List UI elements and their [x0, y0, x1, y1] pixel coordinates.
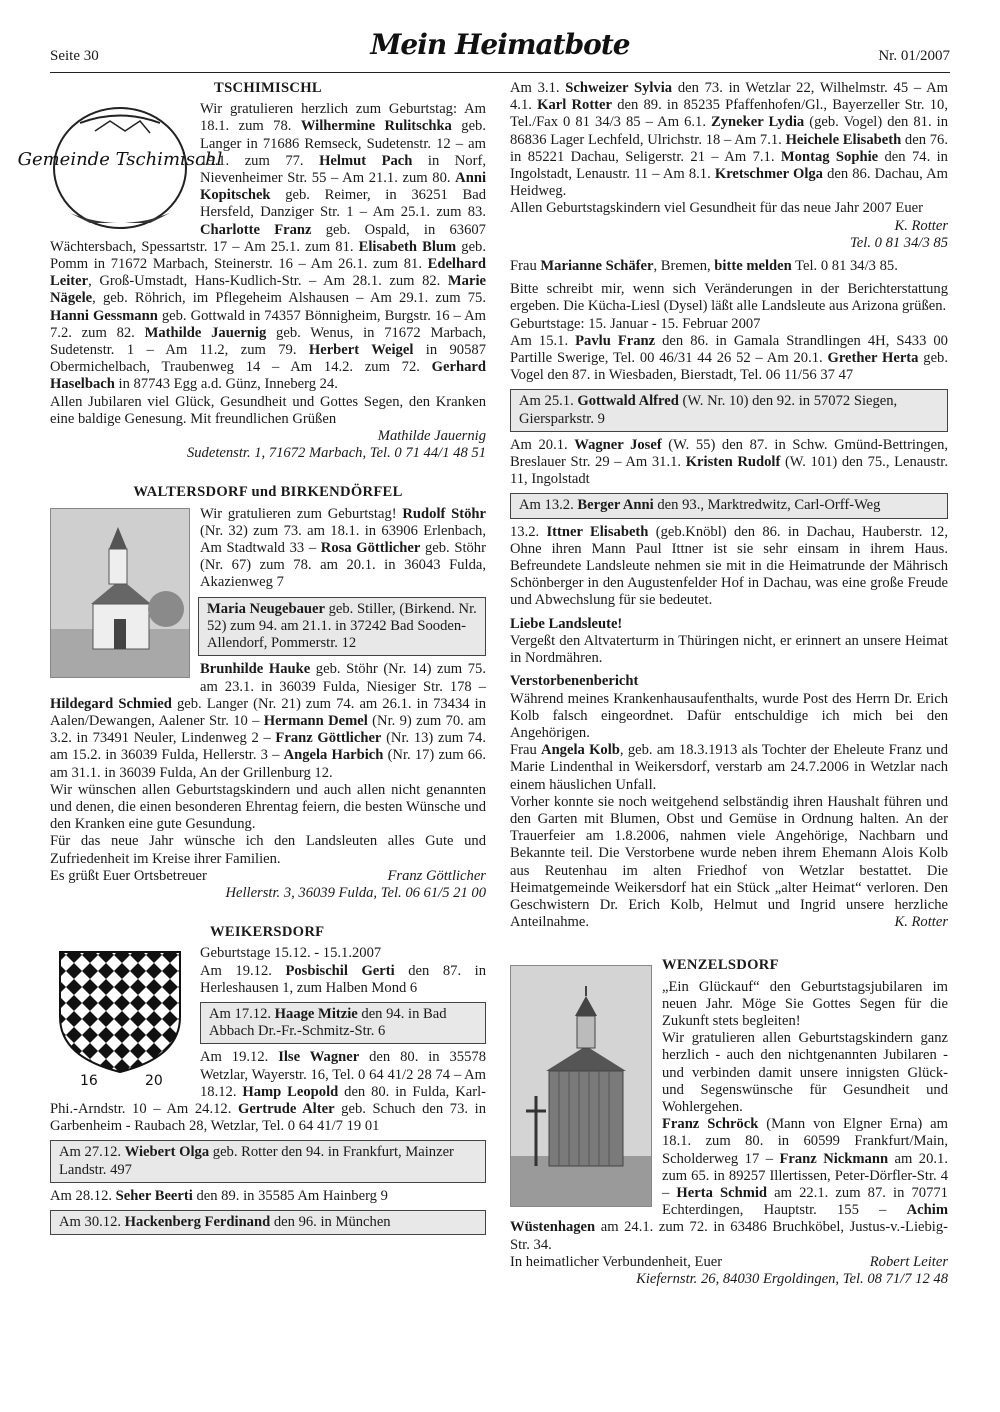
section-title-weikersdorf: WEIKERSDORF [210, 924, 325, 941]
obituary-paragraph: Vorher konnte sie noch weitgehend selbständig ihren Haushalt führen und den Garten mit Blumen, Obst und Gemüse in Ordnung halten. An der Trauerfeier am 1.8.2006, nahmen viele Angehörige, Nachbarn und Bekannte teil. Die Verstorbene wurde neben ihrem Ehemann Alois Kolb aus Reutenhau im alten Friedhof von Wetzlar bestattet. Die Heimatgemeinde Weikersdorf hat ein Stück „alter Heimat“ verloren. Den Geschwistern Dr. Erich Kolb, Helmut und Ingrid unsere herzliche Anteilnahme. K. Rotter [510, 793, 948, 931]
header-rule [50, 72, 950, 73]
waltersdorf-birthdays: Wir gratulieren zum Geburtstag! Rudolf Stöhr (Nr. 32) zum 73. am 18.1. in 63906 Erlenbach, Am Stadtwald 33 – Rosa Göttlicher geb. Stöhr (Nr. 67) zum 78. am 20.1. in 36043 Fulda, Akazienweg 7 [200, 505, 486, 591]
shield-year-left: 16 [80, 1073, 98, 1090]
wenzelsdorf-birthdays: Franz Schröck (Mann von Elgner Erna) am 18.1. zum 80. in 60599 Frankfurt/Main, Scholderweg 17 – Franz Nickmann am 20.1. zum 65. in 89257 Illertissen, Peter-Dörfler-Str. 4 – Herta Schmid am 22.1. zum 87. in 70771 Echterdingen, Hauptstr. 155 – Achim Wüstenhagen am 24.1. zum 72. in 63486 Bruchköbel, Justus-v.-Liebig-Str. 34. [510, 1116, 948, 1253]
birthday-period-2: Geburtstage: 15. Januar - 15. Februar 2007 [510, 315, 761, 332]
weikersdorf-box-2: Am 27.12. Wiebert Olga geb. Rotter den 94. in Frankfurt, Mainzer Landstr. 497 [50, 1140, 486, 1182]
section-title-tschimischl: TSCHIMISCHL [214, 80, 322, 96]
weikersdorf-box-1: Am 17.12. Haage Mitzie den 94. in Bad Abbach Dr.-Fr.-Schmitz-Str. 6 [200, 1002, 486, 1044]
wenzelsdorf-greeting: In heimatlicher Verbundenheit, Euer [510, 1253, 723, 1270]
birthdays-late-jan: Am 20.1. Wagner Josef (W. 55) den 87. in Schw. Gmünd-Bettringen, Breslauer Str. 29 – Am 31.1. Kristen Rudolf (W. 101) den 75., Lenaustr. 11, Ingolstadt [510, 436, 949, 488]
apology-paragraph: Während meines Krankenhausaufenthalts, wurde Post des Herrn Dr. Erich Kolb falsch eingeordnet. Dafür entschuldige ich mich bei den Angehörigen. [510, 690, 948, 741]
wenzelsdorf-wishes: Wir gratulieren allen Geburtstagskindern ganz herzlich - auch den nichtgenannten Jubilaren - und verbinden damit unsere innigsten Glück- und Segenswünsche für Gesundheit und Wohlergehen. [662, 1030, 948, 1115]
page-header [50, 28, 950, 74]
altvaterturm-paragraph: Vergeßt den Altvaterturm in Thüringen nicht, er erinnert an unsere Heimat in Nordmähren. [510, 632, 948, 667]
tschimischl-signature: Mathilde Jauernig [377, 428, 486, 445]
rotter-greeting-line [510, 200, 948, 217]
waltersdorf-birthdays-2: Brunhilde Hauke geb. Stöhr (Nr. 14) zum 75. am 23.1. in 36039 Fulda, Niesiger Str. 178 – Hildegard Schmied geb. Langer (Nr. 21) zum 74. am 26.1. in 73434 in Aalen/Dewangen, Aalener Str. 10 – Hermann Demel (Nr. 9) zum 70. am 3.2. in 73491 Neuler, Lindenweg 2 – Franz Göttlicher (Nr. 13) zum 74. am 15.2. in 36039 Fulda, Hellerstr. 3 – Angela Harbich (Nr. 17) zum 66. am 31.1. in 36039 Fulda, An der Grillenburg 12. [50, 661, 487, 781]
section-weikersdorf [50, 924, 486, 1235]
rotter-greeting: Allen Geburtstagskindern viel Gesundheit für das neue Jahr 2007 Euer [510, 200, 923, 217]
page-number: Seite 30 [50, 48, 99, 64]
wenzelsdorf-address: Kiefernstr. 26, 84030 Ergoldingen, Tel. 08 71/7 12 48 [636, 1271, 948, 1287]
right-column [510, 80, 948, 1288]
weikersdorf-box-3: Am 30.12. Hackenberg Ferdinand den 96. in München [50, 1210, 486, 1235]
emblem-text-1: Gemeinde Tschimischl [17, 149, 223, 171]
tschimischl-birthdays: Wir gratulieren herzlich zum Geburtstag: Am 18.1. zum 78. Wilhermine Rulitschka geb. Langer in 71686 Remseck, Sudetenstr. 12 – am 19.1. zum 77. Helmut Pach in Norf, Nievenheimer Str. 55 – Am 21.1. zum 80. Anni Kopitschek geb. Reimer, in 36251 Bad Hersfeld, Danziger Str. 1 – Am 25.1. zum 83. Charlotte Franz geb. Ospald, in 63607 Wächtersbach, Spessartstr. 17 – Am 25.1. zum 81. Elisabeth Blum geb. Pomm in 71672 Marbach, Steinerstr. 16 – Am 26.1. zum 81. Edelhard Leiter, Groß-Umstadt, Hans-Kudlich-Str. – Am 28.1. zum 82. Marie Nägele, geb. Röhrich, im Pflegeheim Alshausen – Am 29.1. zum 75. Hanni Gessmann geb. Gottwald in 74357 Bönnigheim, Burgstr. 16 – Am 7.2. zum 82. Mathilde Jauernig geb. Wenus, in 71672 Marbach, Sudetenstr. 1 – Am 11.2, zum 79. Herbert Weigel in 90587 Obermichelbach, Traubenweg 14 – Am 14.2. zum 72. Gerhard Haselbach in 87743 Egg a.d. Günz, Inneberg 24. [50, 101, 486, 393]
weikersdorf-shield-icon [50, 947, 190, 1089]
heading-verstorbenenbericht: Verstorbenenbericht [510, 673, 639, 690]
ittner-paragraph: 13.2. Ittner Elisabeth (geb.Knöbl) den 86. in Dachau, Hauberstr. 12, Ohne ihren Mann Paul Ittner ist sie sehr einsam in ihrem Haus. Befreundete Landsleute nehmen sie mit in die Heimatrunde der Mährisch Schönberger in den Augustenfelder Hof in Dachau, was eine große Freude und Abwechslung für sie bedeutet. [510, 523, 948, 609]
weikersdorf-birthdays-2: Am 19.12. Ilse Wagner den 80. in 35578 Wetzlar, Wayerstr. 16, Tel. 0 64 41/2 28 74 – Am 18.12. Hamp Leopold den 80. in Fulda, Karl-Phi.-Arndstr. 10 – Am 24.12. Gertrude Alter geb. Schuch den 73. in Garbenheim - Raubach 28, Wetzlar, Tel. 0 64 41/7 19 01 [50, 1049, 486, 1135]
wenzelsdorf-greeting-line [510, 1254, 948, 1271]
waltersdorf-greeting: Es grüßt Euer Ortsbetreuer [50, 867, 207, 884]
kolb-paragraph: Frau Angela Kolb, geb. am 18.3.1913 als Tochter der Eheleute Franz und Marie Lindenthal in Weikersdorf, verstarb am 24.7.2006 in Wetzlar nach einem häuslichen Unfall. [510, 742, 949, 793]
birthdays-jan: Am 15.1. Pavlu Franz den 86. in Gamala Strandlingen 4H, S433 00 Partille Swerige, Tel. 00 46/31 44 26 52 – Am 20.1. Grether Herta geb. Vogel den 87. in Wiesbaden, Bierstadt, Tel. 06 11/56 37 47 [510, 332, 948, 384]
waltersdorf-wishes: Wir wünschen allen Geburtstagskindern und auch allen nicht genannten und denen, die einen besonderen Ehrentag feiern, die besten Wünsche und den Kranken eine gute Gesundung. [50, 781, 486, 833]
waltersdorf-address: Hellerstr. 3, 36039 Fulda, Tel. 06 61/5 21 00 [225, 884, 486, 901]
section-title-waltersdorf: WALTERSDORF und BIRKENDÖRFEL [133, 484, 403, 501]
changes-request: Bitte schreibt mir, wenn sich Veränderungen in der Berichterstattung ergeben. Die Kücha-Liesl (Dysel) läßt alle Landsleute aus Arizona grüßen. [510, 281, 948, 315]
left-column [17, 80, 487, 1240]
tschimischl-emblem-icon [17, 103, 223, 233]
weikersdorf-birthday-1: Am 19.12. Posbischil Gerti den 87. in Herleshausen 1, zum Halben Mond 6 [200, 962, 486, 996]
weikersdorf-cont-birthdays: Am 3.1. Schweizer Sylvia den 73. in Wetzlar 22, Wilhelmstr. 45 – Am 4.1. Karl Rotter den 89. in 85235 Pfaffenhofen/Gl., Bayerzeller Str. 10, Tel./Fax 0 81 34/3 85 – Am 6.1. Zyneker Lydia (geb. Vogel) den 81. in 86836 Lager Lechfeld, Ulrichstr. 18 – Am 7.1. Heichele Elisabeth den 76. in 85221 Dachau, Seligerstr. 21 – Am 7.1. Montag Sophie den 74. in Ingolstadt, Lenaustr. 11 – Am 8.1. Kretschmer Olga den 86. Dachau, Am Heidweg. [510, 80, 949, 200]
section-tschimischl [17, 80, 486, 462]
rotter-phone: Tel. 0 81 34/3 85 [850, 234, 948, 251]
chapel-photo-icon [50, 508, 190, 678]
tschimischl-wishes: Allen Jubilaren viel Glück, Gesundheit und Gottes Segen, den Kranken eine baldige Genesung. Mit freundlichen Grüßen [50, 393, 486, 427]
weikersdorf-birthday-3: Am 28.12. Seher Beerti den 89. in 35585 Am Hainberg 9 [50, 1187, 388, 1204]
wenzelsdorf-signature: Robert Leiter [869, 1253, 948, 1270]
waltersdorf-greeting-line [50, 868, 486, 885]
rotter-signature: K. Rotter [894, 217, 948, 234]
masthead-title: Mein Heimatbote [370, 28, 630, 61]
section-waltersdorf [50, 484, 486, 902]
shield-year-right: 20 [145, 1073, 163, 1090]
wooden-chapel-photo-icon [510, 965, 652, 1207]
heading-liebe-landsleute: Liebe Landsleute! [510, 615, 623, 632]
issue-number: Nr. 01/2007 [878, 48, 950, 64]
obituary-signature: K. Rotter [894, 914, 948, 931]
section-title-wenzelsdorf: WENZELSDORF [662, 957, 779, 974]
waltersdorf-signature: Franz Göttlicher [387, 867, 486, 884]
tschimischl-address: Sudetenstr. 1, 71672 Marbach, Tel. 0 71 44/1 48 51 [186, 445, 486, 462]
waltersdorf-newyear: Für das neue Jahr wünsche ich den Landsleuten alles Gute und Zufriedenheit im Kreise ihrer Familien. [50, 833, 486, 867]
right-box-1: Am 25.1. Gottwald Alfred (W. Nr. 10) den 92. in 57072 Siegen, Giersparkstr. 9 [510, 389, 948, 431]
section-wenzelsdorf [510, 957, 948, 1288]
weikersdorf-period: Geburtstage 15.12. - 15.1.2007 [200, 945, 382, 962]
wenzelsdorf-glueckauf: „Ein Glückauf“ den Geburtstagsjubilaren im neuen Jahr. Möge Sie Gottes Segen für die Zukunft stets begleiten! [662, 978, 948, 1029]
waltersdorf-highlight-box: Maria Neugebauer geb. Stiller, (Birkend. Nr. 52) zum 94. am 21.1. in 37242 Bad Sooden-Allendorf, Pommerstr. 12 [198, 597, 486, 657]
notice-schaefer: Frau Marianne Schäfer, Bremen, bitte melden Tel. 0 81 34/3 85. [510, 258, 898, 275]
right-box-2: Am 13.2. Berger Anni den 93., Marktredwitz, Carl-Orff-Weg [510, 493, 948, 518]
